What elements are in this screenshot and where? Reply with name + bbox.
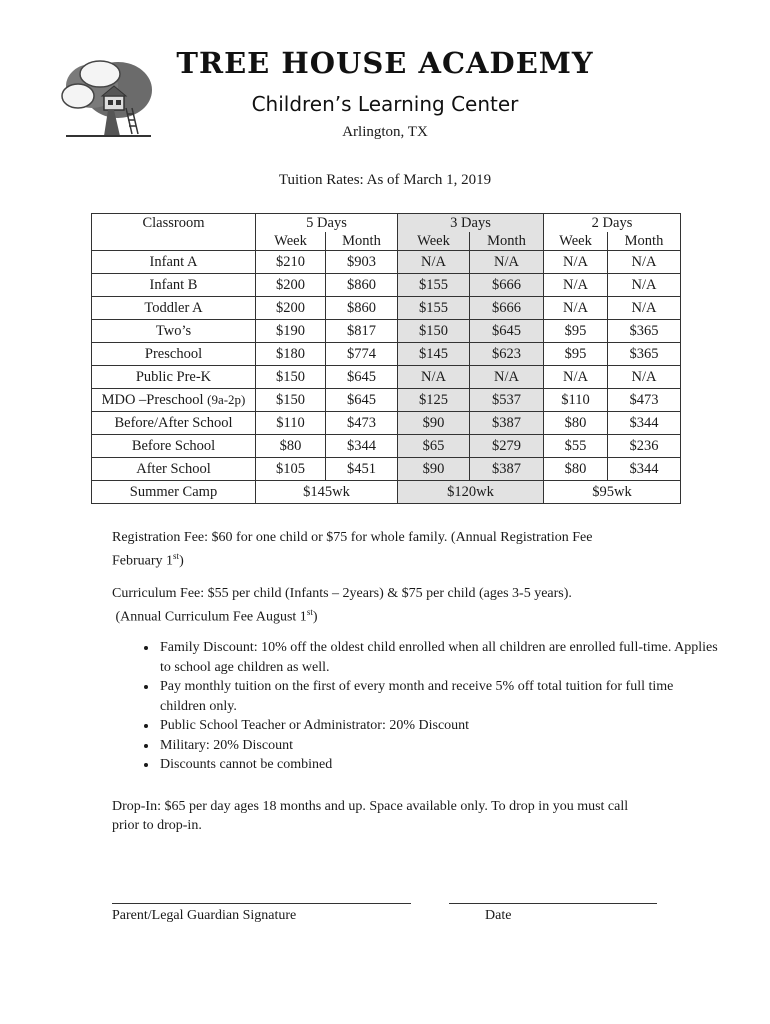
rate-cell: $105 — [256, 458, 326, 481]
rate-cell: N/A — [608, 251, 681, 274]
rate-cell: $645 — [470, 320, 544, 343]
rate-cell: $95 — [544, 320, 608, 343]
rate-cell: $180 — [256, 343, 326, 366]
curriculum-fee-sup: st — [306, 607, 313, 617]
table-row — [92, 412, 681, 435]
rate-cell: $200 — [256, 274, 326, 297]
summer-5-days-rate: $145wk — [256, 481, 398, 504]
date-signature-line[interactable] — [449, 903, 657, 904]
rate-cell: $645 — [326, 389, 398, 412]
rate-cell: $125 — [398, 389, 470, 412]
page-subtitle: Children’s Learning Center — [251, 92, 519, 116]
summer-3-days-rate: $120wk — [398, 481, 544, 504]
row-classroom — [92, 297, 256, 320]
rate-cell: $236 — [608, 435, 681, 458]
rate-cell: $365 — [608, 343, 681, 366]
rate-cell: $473 — [326, 412, 398, 435]
rate-cell: $145 — [398, 343, 470, 366]
discount-list — [112, 638, 718, 775]
table-row — [92, 458, 681, 481]
rate-cell: N/A — [398, 251, 470, 274]
rate-cell: $155 — [398, 274, 470, 297]
rate-cell: $90 — [398, 458, 470, 481]
registration-fee-text — [112, 528, 592, 571]
row-classroom — [92, 274, 256, 297]
classroom-name: Infant B — [149, 277, 198, 293]
row-classroom — [92, 343, 256, 366]
rate-cell: $200 — [256, 297, 326, 320]
table-row — [92, 343, 681, 366]
rate-cell: $537 — [470, 389, 544, 412]
page-title: TREE HOUSE ACADEMY — [176, 46, 594, 80]
rate-cell: $80 — [544, 458, 608, 481]
row-classroom: Summer Camp — [92, 481, 256, 504]
rate-cell: $451 — [326, 458, 398, 481]
rate-cell: $279 — [470, 435, 544, 458]
rate-cell: $903 — [326, 251, 398, 274]
rate-cell: $344 — [608, 412, 681, 435]
table-header-row — [92, 214, 681, 233]
registration-fee-sup: st — [173, 551, 180, 561]
subheader-week: Week — [398, 232, 470, 251]
table-row — [92, 274, 681, 297]
curriculum-fee-text — [112, 584, 572, 627]
table-row — [92, 435, 681, 458]
subheader-month: Month — [470, 232, 544, 251]
rate-cell: N/A — [544, 274, 608, 297]
table-subheader-row — [92, 232, 681, 251]
rate-cell: $666 — [470, 274, 544, 297]
rate-cell: $65 — [398, 435, 470, 458]
rate-cell: $190 — [256, 320, 326, 343]
rate-cell: $645 — [326, 366, 398, 389]
table-row — [92, 366, 681, 389]
classroom-name: Before/After School — [114, 415, 233, 431]
registration-fee-line1: Registration Fee: $60 for one child or $75 for whole family. (Annual Registration Fee — [112, 530, 593, 545]
classroom-header: Classroom — [92, 214, 256, 233]
subheader-month: Month — [608, 232, 681, 251]
list-item: • Pay monthly tuition on the first of every month and receive 5% off total tuition for full time children only. — [158, 677, 718, 716]
curriculum-fee-end: ) — [312, 609, 318, 625]
row-classroom — [92, 458, 256, 481]
rate-cell: $155 — [398, 297, 470, 320]
drop-in-text: Drop-In: $65 per day ages 18 months and up. Space available only. To drop in you must call prior to drop-in. — [112, 799, 629, 833]
table-row — [92, 297, 681, 320]
rate-cell: $387 — [470, 458, 544, 481]
rate-cell: N/A — [544, 251, 608, 274]
row-classroom — [92, 320, 256, 343]
rate-cell: $55 — [544, 435, 608, 458]
table-row — [92, 320, 681, 343]
guardian-signature-label: Parent/Legal Guardian Signature — [112, 908, 297, 923]
group-header-5-days: 5 Days — [256, 214, 398, 233]
date-label: Date — [485, 908, 512, 923]
rate-cell: $150 — [256, 389, 326, 412]
classroom-subheader — [92, 232, 256, 251]
tuition-rates-title: Tuition Rates: As of March 1, 2019 — [278, 172, 492, 188]
list-item: • Discounts cannot be combined — [158, 755, 718, 775]
classroom-name: After School — [136, 461, 211, 477]
table-row — [92, 251, 681, 274]
row-classroom — [92, 251, 256, 274]
tuition-table — [91, 213, 681, 504]
rate-cell: N/A — [398, 366, 470, 389]
rate-cell: N/A — [470, 366, 544, 389]
list-item: • Family Discount: 10% off the oldest child enrolled when all children are enrolled full-time. Applies to school age children as well. — [158, 638, 718, 677]
classroom-name: Infant A — [149, 254, 198, 270]
classroom-name: MDO –Preschool — [101, 392, 204, 408]
classroom-name: Two’s — [155, 323, 192, 339]
classroom-name: Public Pre-K — [135, 369, 212, 385]
table-row — [92, 389, 681, 412]
rate-cell: $817 — [326, 320, 398, 343]
rate-cell: $774 — [326, 343, 398, 366]
curriculum-fee-line1: Curriculum Fee: $55 per child (Infants – 2years) & $75 per child (ages 3-5 years). — [112, 586, 572, 601]
row-classroom — [92, 435, 256, 458]
summer-2-days-rate: $95wk — [544, 481, 681, 504]
registration-fee-end: ) — [179, 553, 184, 569]
group-header-3-days: 3 Days — [398, 214, 544, 233]
rate-cell: $860 — [326, 297, 398, 320]
rate-cell: $110 — [544, 389, 608, 412]
rate-cell: $387 — [470, 412, 544, 435]
rate-cell: N/A — [608, 297, 681, 320]
rate-cell: $365 — [608, 320, 681, 343]
treehouse-logo-icon — [56, 56, 166, 140]
row-classroom — [92, 389, 256, 412]
registration-fee-line2: February 1 — [112, 553, 174, 569]
summer-camp-row — [92, 481, 681, 504]
rate-cell: $344 — [608, 458, 681, 481]
rate-cell: $90 — [398, 412, 470, 435]
rate-cell: $473 — [608, 389, 681, 412]
rate-cell: $150 — [398, 320, 470, 343]
rate-cell: $344 — [326, 435, 398, 458]
rate-cell: N/A — [544, 366, 608, 389]
rate-cell: $95 — [544, 343, 608, 366]
rate-cell: $666 — [470, 297, 544, 320]
curriculum-fee-line2: (Annual Curriculum Fee August 1 — [112, 609, 307, 625]
classroom-hours: (9a-2p) — [207, 392, 246, 407]
location-text: Arlington, TX — [342, 124, 428, 140]
rate-cell: $80 — [544, 412, 608, 435]
classroom-name: Before School — [131, 438, 216, 454]
rate-cell: $150 — [256, 366, 326, 389]
rate-cell: $860 — [326, 274, 398, 297]
row-classroom — [92, 366, 256, 389]
classroom-name: Toddler A — [144, 300, 203, 316]
list-item: • Military: 20% Discount — [158, 736, 718, 756]
rate-cell: N/A — [470, 251, 544, 274]
subheader-month: Month — [326, 232, 398, 251]
row-classroom — [92, 412, 256, 435]
classroom-name: Preschool — [144, 346, 203, 362]
group-header-2-days: 2 Days — [544, 214, 681, 233]
guardian-signature-line[interactable] — [112, 903, 411, 904]
rate-cell: $110 — [256, 412, 326, 435]
rate-cell: N/A — [608, 366, 681, 389]
subheader-week: Week — [544, 232, 608, 251]
rate-cell: N/A — [608, 274, 681, 297]
rate-cell: $210 — [256, 251, 326, 274]
list-item: • Public School Teacher or Administrator: 20% Discount — [158, 716, 718, 736]
rate-cell: N/A — [544, 297, 608, 320]
subheader-week: Week — [256, 232, 326, 251]
rate-cell: $623 — [470, 343, 544, 366]
rate-cell: $80 — [256, 435, 326, 458]
